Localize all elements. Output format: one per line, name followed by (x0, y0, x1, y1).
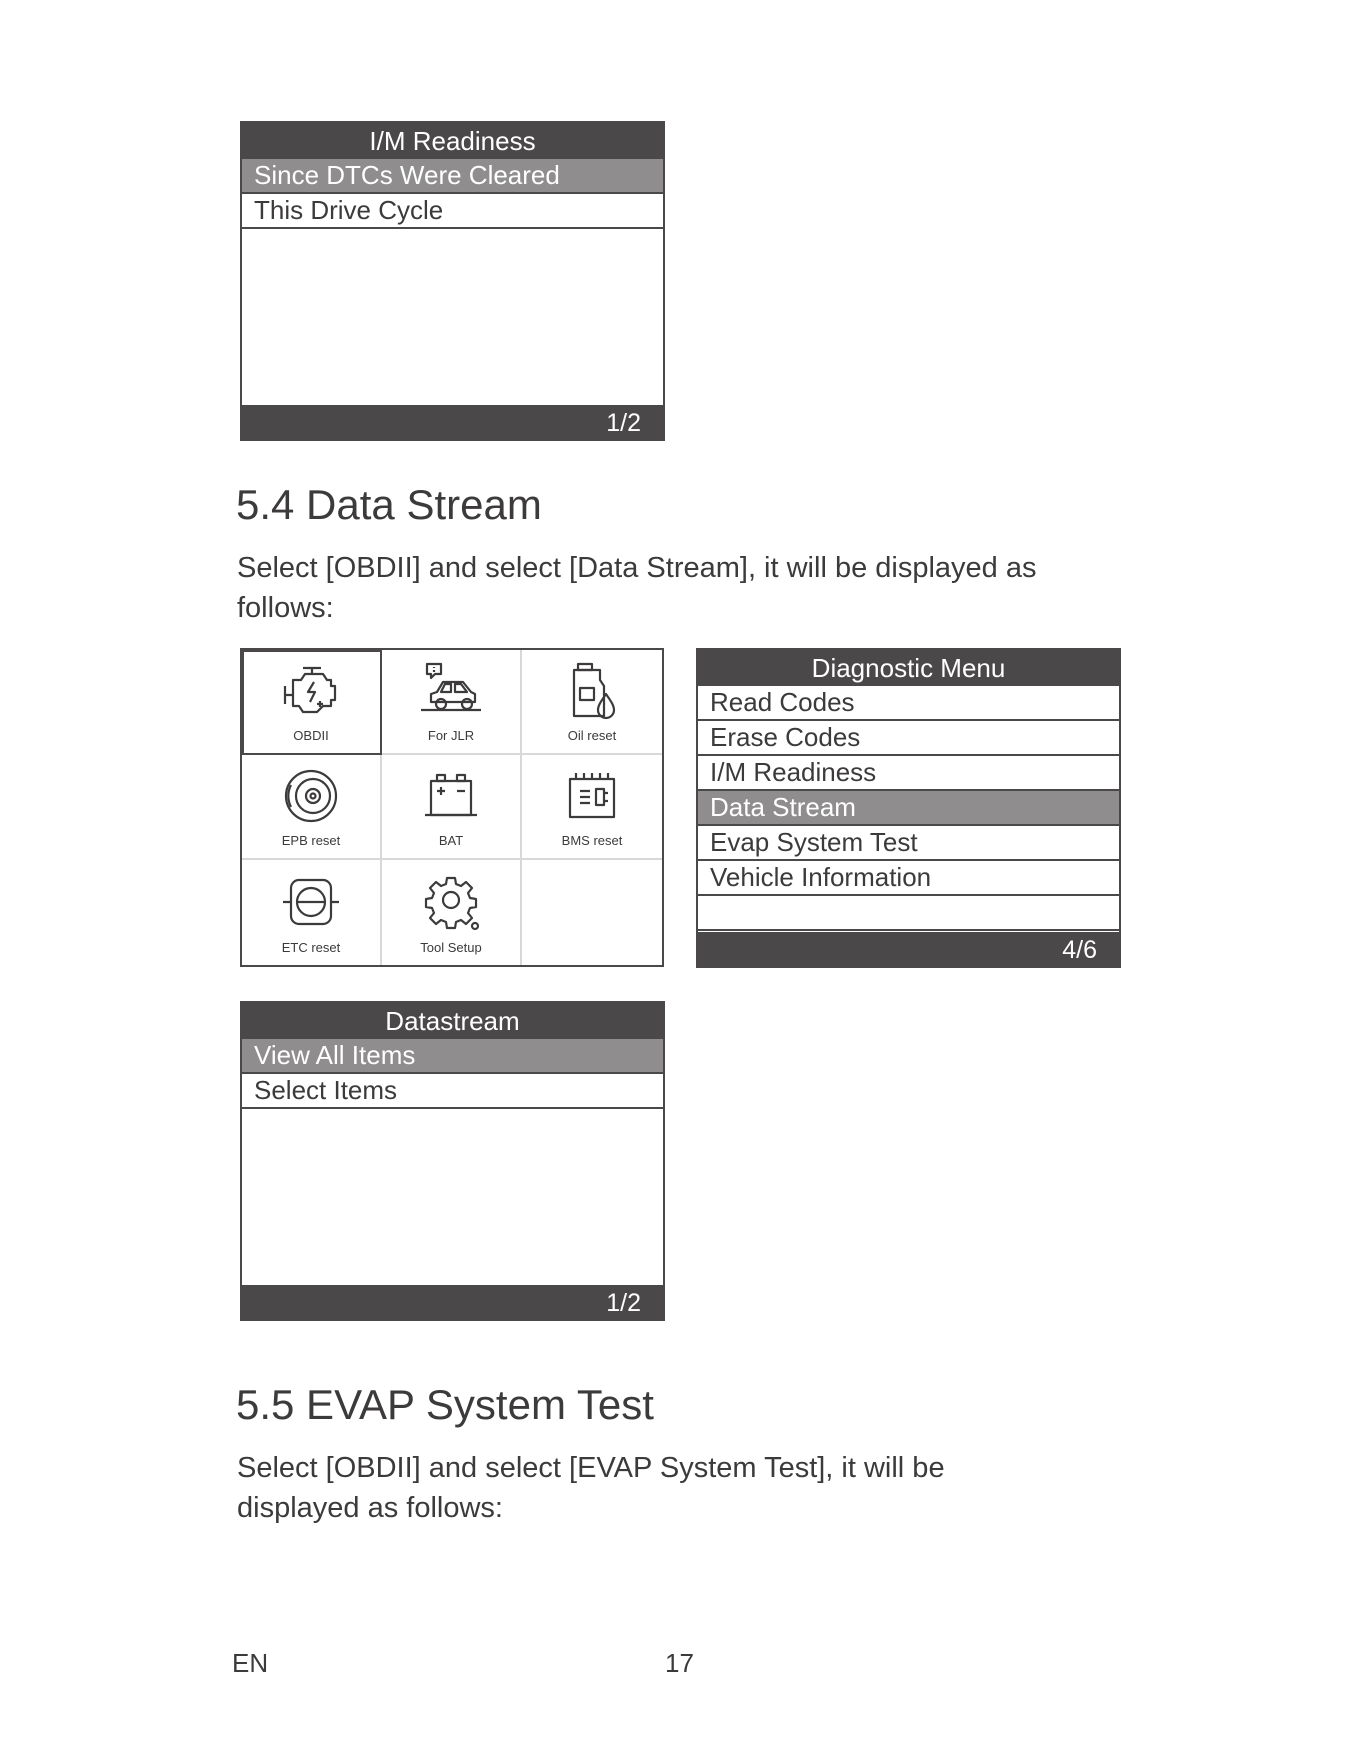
app-tile-bms-reset[interactable] (522, 755, 662, 860)
footer-language: EN (232, 1648, 269, 1678)
screen-title: Datastream (242, 1003, 663, 1039)
section-text-data-stream: Select [OBDII] and select [Data Stream], it will be displayed as follows: (237, 552, 1037, 624)
app-tile-tool-setup[interactable] (382, 860, 522, 965)
brake-disc-icon (277, 765, 345, 827)
app-tile-bat[interactable] (382, 755, 522, 860)
page-indicator: 1/2 (242, 1285, 663, 1319)
menu-item-empty (698, 896, 1119, 931)
gear-icon (417, 872, 485, 934)
menu-item-read-codes[interactable]: Read Codes (698, 686, 1119, 721)
app-tile-for-jlr[interactable] (382, 650, 522, 755)
menu-item-vehicle-information[interactable]: Vehicle Information (698, 861, 1119, 896)
app-tile-obdii[interactable] (242, 650, 382, 755)
app-tile-label: ETC reset (281, 940, 341, 955)
section-heading-data-stream: 5.4 Data Stream (236, 481, 542, 528)
diagnostic-menu-screen (696, 648, 1121, 968)
app-grid (240, 648, 664, 967)
menu-item-select-items[interactable]: Select Items (242, 1074, 663, 1109)
car-info-icon (417, 660, 485, 722)
menu-item-since-dtcs-cleared[interactable]: Since DTCs Were Cleared (242, 159, 663, 194)
app-tile-empty (522, 860, 662, 965)
oil-can-icon (558, 660, 626, 722)
battery-management-icon (558, 765, 626, 827)
menu-item-this-drive-cycle[interactable]: This Drive Cycle (242, 194, 663, 229)
app-tile-label: BAT (438, 833, 464, 848)
menu-item-evap-system-test[interactable]: Evap System Test (698, 826, 1119, 861)
menu-item-erase-codes[interactable]: Erase Codes (698, 721, 1119, 756)
screen-title: I/M Readiness (242, 123, 663, 159)
app-tile-oil-reset[interactable] (522, 650, 662, 755)
screen-title: Diagnostic Menu (698, 650, 1119, 686)
page-indicator: 4/6 (698, 932, 1119, 966)
engine-icon (277, 660, 345, 722)
app-tile-epb-reset[interactable] (242, 755, 382, 860)
footer-page-number: 17 (665, 1648, 694, 1678)
section-heading-evap-system-test: 5.5 EVAP System Test (236, 1381, 654, 1428)
menu-item-view-all-items[interactable]: View All Items (242, 1039, 663, 1074)
menu-item-data-stream[interactable]: Data Stream (698, 791, 1119, 826)
app-tile-label: BMS reset (561, 833, 623, 848)
section-text-evap-system-test: Select [OBDII] and select [EVAP System Test], it will be displayed as follows: (237, 1452, 945, 1524)
app-tile-etc-reset[interactable] (242, 860, 382, 965)
app-tile-label: EPB reset (281, 833, 341, 848)
throttle-icon (277, 872, 345, 934)
app-tile-label: Tool Setup (420, 940, 482, 955)
im-readiness-screen (240, 121, 665, 441)
menu-item-im-readiness[interactable]: I/M Readiness (698, 756, 1119, 791)
page-indicator: 1/2 (242, 405, 663, 439)
app-tile-label: OBDII (293, 728, 329, 743)
datastream-screen (240, 1001, 665, 1321)
battery-icon (417, 765, 485, 827)
app-tile-label: Oil reset (567, 728, 617, 743)
app-tile-label: For JLR (427, 728, 475, 743)
